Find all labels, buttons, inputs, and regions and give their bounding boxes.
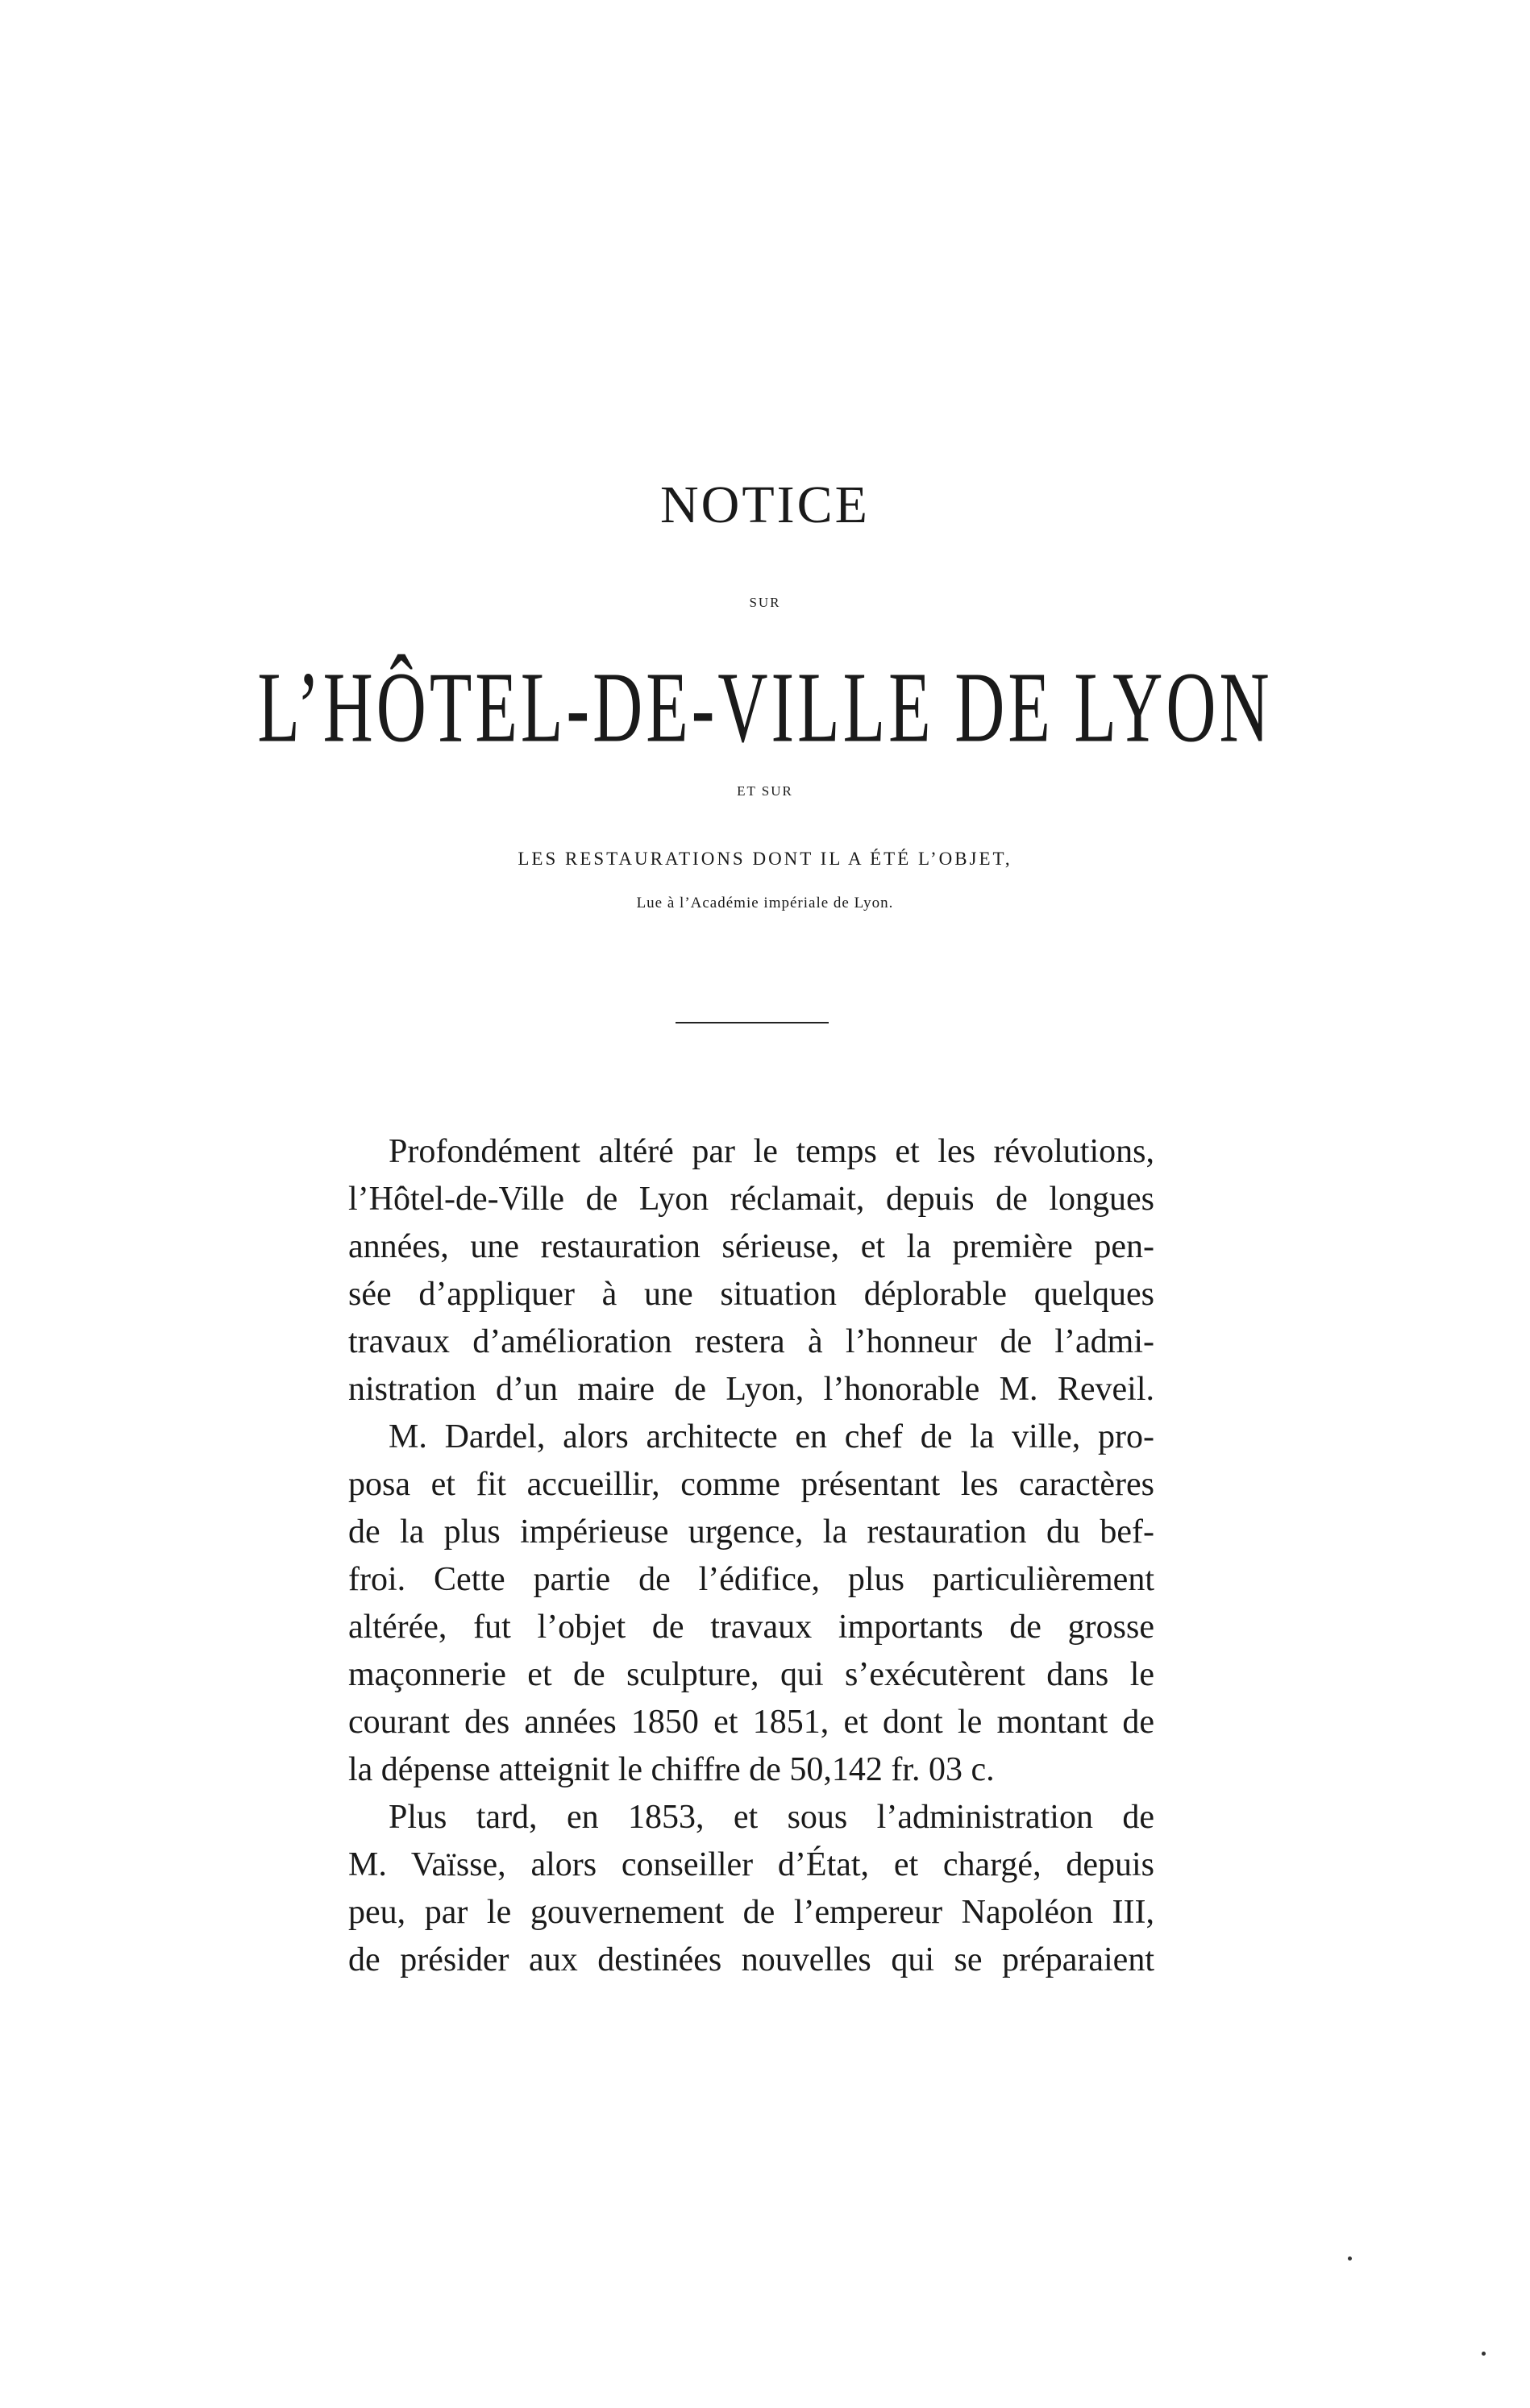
body-line: de la plus impérieuse urgence, la restauration du bef-	[348, 1513, 1154, 1551]
body-line: peu, par le gouvernement de l’empereur Napoléon III,	[348, 1894, 1154, 1931]
separator-rule	[676, 1022, 829, 1023]
body-line: posa et fit accueillir, comme présentant les caractères	[348, 1466, 1154, 1503]
body-line: Plus tard, en 1853, et sous l’administration de	[389, 1799, 1154, 1836]
body-line: M. Vaïsse, alors conseiller d’État, et chargé, depuis	[348, 1846, 1154, 1883]
body-line: travaux d’amélioration restera à l’honneur de l’admi-	[348, 1323, 1154, 1360]
body-line: froi. Cette partie de l’édifice, plus particulièrement	[348, 1561, 1154, 1598]
body-line: courant des années 1850 et 1851, et dont le montant de	[348, 1704, 1154, 1741]
body-line: Profondément altéré par le temps et les révolutions,	[389, 1133, 1154, 1170]
sur-label: SUR	[749, 595, 781, 610]
et-sur-label: ET SUR	[737, 783, 793, 799]
paper-speck	[1348, 2256, 1352, 2261]
body-line: sée d’appliquer à une situation déplorable quelques	[348, 1276, 1154, 1313]
body-line: années, une restauration sérieuse, et la première pen-	[348, 1228, 1154, 1265]
main-title: L’HÔTEL-DE-VILLE DE LYON	[257, 650, 1273, 763]
body-line: l’Hôtel-de-Ville de Lyon réclamait, depuis de longues	[348, 1181, 1154, 1218]
body-line: la dépense atteignit le chiffre de 50,142 fr. 03 c.	[348, 1751, 995, 1788]
lecture-note: Lue à l’Académie impériale de Lyon.	[636, 895, 894, 911]
body-line: maçonnerie et de sculpture, qui s’exécutèrent dans le	[348, 1656, 1154, 1693]
subtitle: LES RESTAURATIONS DONT IL A ÉTÉ L’OBJET,	[518, 849, 1012, 869]
body-line: nistration d’un maire de Lyon, l’honorable M. Reveil.	[348, 1371, 1154, 1408]
body-line: altérée, fut l’objet de travaux importants de grosse	[348, 1609, 1154, 1646]
body-line: M. Dardel, alors architecte en chef de la ville, pro-	[389, 1418, 1154, 1455]
body-line: de présider aux destinées nouvelles qui se préparaient	[348, 1941, 1154, 1978]
paper-speck	[1482, 2352, 1486, 2356]
notice-title: NOTICE	[660, 475, 870, 534]
